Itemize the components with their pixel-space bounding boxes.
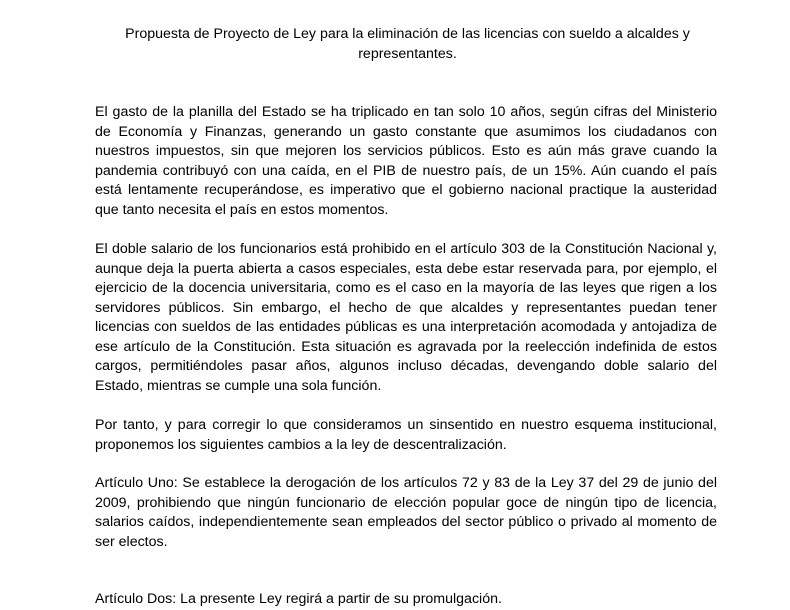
paragraph-por-tanto: Por tanto, y para corregir lo que consideramos un sinsentido en nuestro esquema institucional, proponemos los siguientes cambios a la ley de descentralización. [95, 417, 717, 453]
paragraph-articulo-dos: Artículo Dos: La presente Ley regirá a partir de su promulgación. [95, 591, 502, 607]
document-title: Propuesta de Proyecto de Ley para la eliminación de las licencias con sueldo a alcaldes y representantes. [125, 26, 690, 62]
paragraph-gasto-planilla: El gasto de la planilla del Estado se ha triplicado en tan solo 10 años, según cifras del Ministerio de Economía y Finanzas, generando un gasto constante que asumimos los ciudadanos con nuestros impuestos, sin que mejoren los servicios públicos. Esto es aún más grave cuando la pandemia contribuyó con una caída, en el PIB de nuestro país, de un 15%. Aún cuando el país está lentamente recuperándose, es imperativo que el gobierno nacional practique la austeridad que tanto necesita el país en estos momentos. [95, 104, 717, 218]
paragraph-doble-salario: El doble salario de los funcionarios está prohibido en el artículo 303 de la Constitución Nacional y, aunque deja la puerta abierta a casos especiales, esta debe estar reservada para, por ejemplo, el ejercicio de la docencia universitaria, como es el caso en la mayoría de las leyes que rigen a los servidores públicos. Sin embargo, el hecho de que alcaldes y representantes puedan tener licencias con sueldos de las entidades públicas es una interpretación acomodada y antojadiza de ese artículo de la Constitución. Esta situación es agravada por la reelección indefinida de estos cargos, permitiéndoles pasar años, algunos incluso décadas, devengando doble salario del Estado, mientras se cumple una sola función. [95, 241, 717, 394]
paragraph-articulo-uno: Artículo Uno: Se establece la derogación de los artículos 72 y 83 de la Ley 37 del 29 de junio del 2009, prohibiendo que ningún funcionario de elección popular goce de ningún tipo de licencia, salarios caídos, independientemente sean empleados del sector público o privado al momento de ser electos. [95, 475, 717, 550]
